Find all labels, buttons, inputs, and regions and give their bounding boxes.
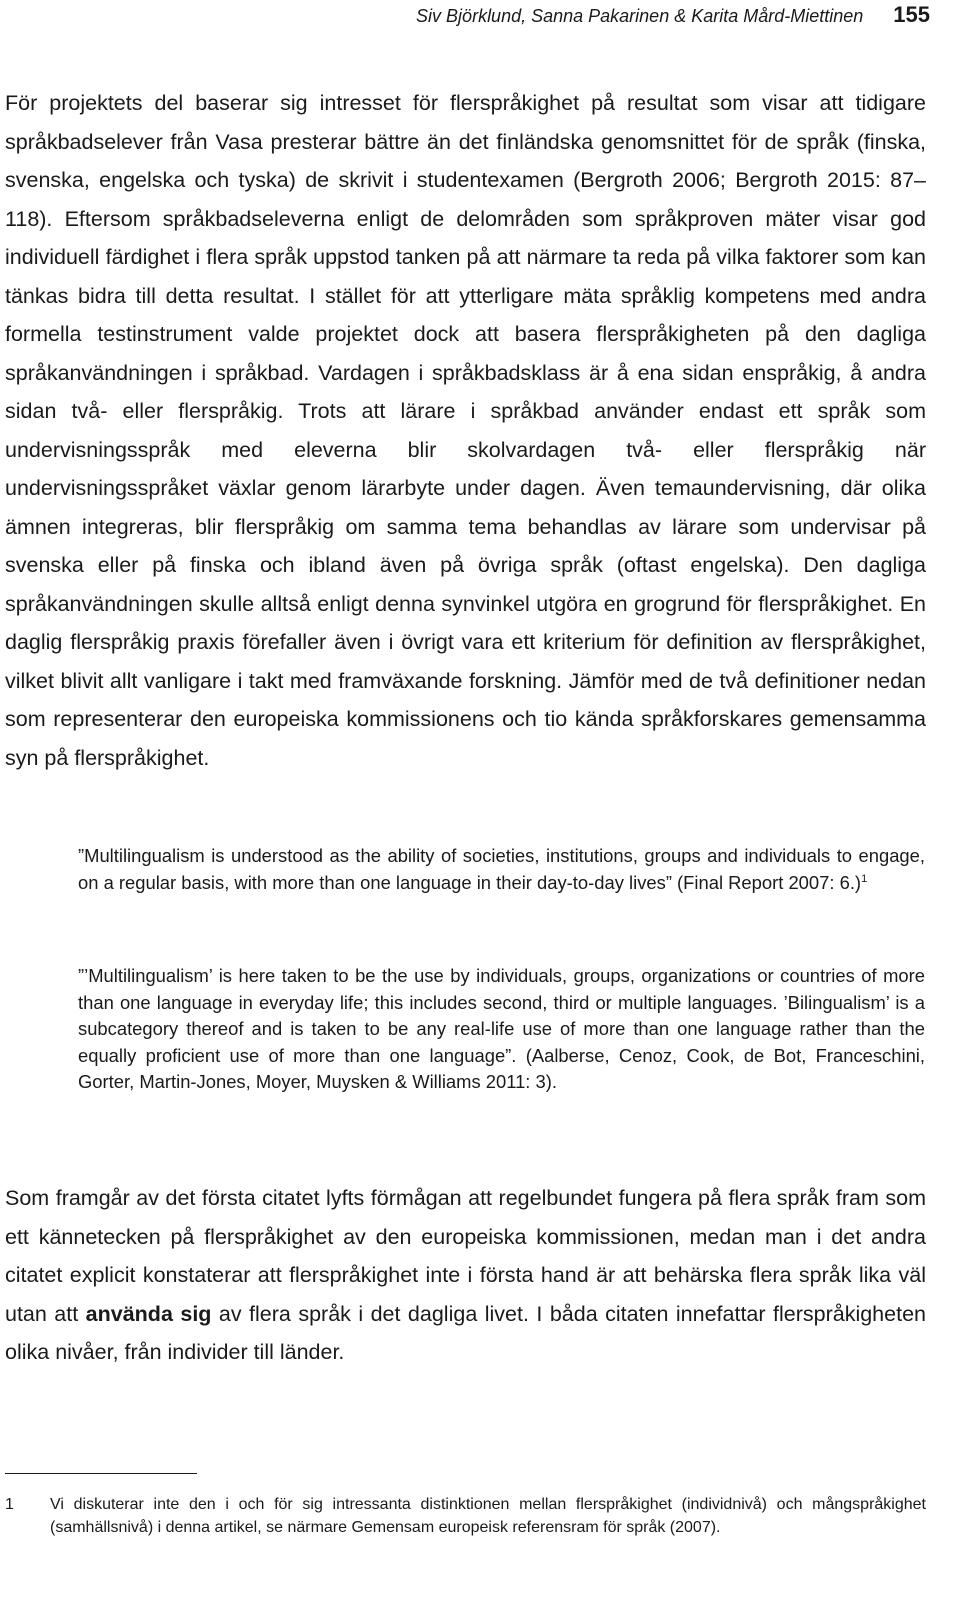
footnote-number: 1 (5, 1496, 14, 1513)
body-paragraph-2-text-start: Som framgår av det första citatet lyfts förmågan att regelbundet fungera på flera språk fram som ett kännetecken på flerspråkighet av den europeiska kommissionen, medan man i det andra citatet explicit konstaterar att flerspråkighet inte i första hand är att behärska flera språk lika väl utan att (5, 1186, 926, 1326)
block-quote-1 (78, 843, 925, 896)
block-quote-1-text: ”Multilingualism is understood as the ability of societies, institutions, groups and individuals to engage, on a regular basis, with more than one language in their day-to-day lives” (Final Report 2007: 6.) (78, 845, 925, 893)
body-paragraph-1: För projektets del baserar sig intresset för flerspråkighet på resultat som visar att tidigare språkbadselever från Vasa presterar bättre än det finländska genomsnittet för de språk (finska, svenska, engelska och tyska) de skrivit i studentexamen (Bergroth 2006; Bergroth 2015: 87–118). Eftersom språkbadseleverna enligt de delområden som språkproven mäter visar god individuell färdighet i flera språk uppstod tanken på att närmare ta reda på vilka faktorer som kan tänkas bidra till detta resultat. I stället för att ytterligare mäta språklig kompetens med andra formella testinstrument valde projektet dock att basera flerspråkigheten på den dagliga språkanvändningen i språkbad. Vardagen i språkbadsklass är å ena sidan enspråkig, å andra sidan två- eller flerspråkig. Trots att lärare i språkbad använder endast ett språk som undervisningsspråk med eleverna blir skolvardagen två- eller flerspråkig när undervisningsspråket växlar genom lärarbyte under dagen. Även temaundervisning, där olika ämnen integreras, blir flerspråkig om samma tema behandlas av lärare som undervisar på svenska eller på finska och ibland även på övriga språk (oftast engelska). Den dagliga språkanvändningen skulle alltså enligt denna synvinkel utgöra en grogrund för flerspråkighet. En daglig flerspråkig praxis förefaller även i övrigt vara ett kriterium för definition av flerspråkighet, vilket blivit allt vanligare i takt med framväxande forskning. Jämför med de två definitioner nedan som representerar den europeiska kommissionens och tio kända språkforskares gemensamma syn på flerspråkighet. (5, 91, 926, 770)
footnote (5, 1494, 926, 1539)
footnote-reference[interactable]: 1 (861, 872, 868, 885)
running-head (416, 2, 930, 28)
running-head-authors: Siv Björklund, Sanna Pakarinen & Karita Mård-Miettinen (416, 6, 864, 26)
body-paragraph-2 (5, 1179, 926, 1372)
page-number: 155 (893, 2, 930, 27)
body-paragraph-2-text-end: av flera språk i det dagliga livet. I båda citaten innefattar flerspråkigheten olika nivåer, från individer till länder. (5, 1301, 926, 1364)
footnote-text: Vi diskuterar inte den i och för sig intressanta distinktionen mellan flerspråkighet (individnivå) och mångspråkighet (samhällsnivå) i denna artikel, se närmare Gemensam europeisk referensram för språk (2007). (50, 1496, 926, 1536)
block-quote-2: ”’Multilingualism’ is here taken to be the use by individuals, groups, organizations or countries of more than one language in everyday life; this includes second, third or multiple languages. ’Bilingualism’ is a subcategory thereof and is taken to be any real-life use of more than one language rather than the equally proficient use of more than one language”. (Aalberse, Cenoz, Cook, de Bot, Franceschini, Gorter, Martin-Jones, Moyer, Muysken & Williams 2011: 3). (78, 965, 925, 1093)
emphasized-phrase: använda sig (85, 1301, 212, 1326)
footnote-separator (5, 1473, 197, 1474)
